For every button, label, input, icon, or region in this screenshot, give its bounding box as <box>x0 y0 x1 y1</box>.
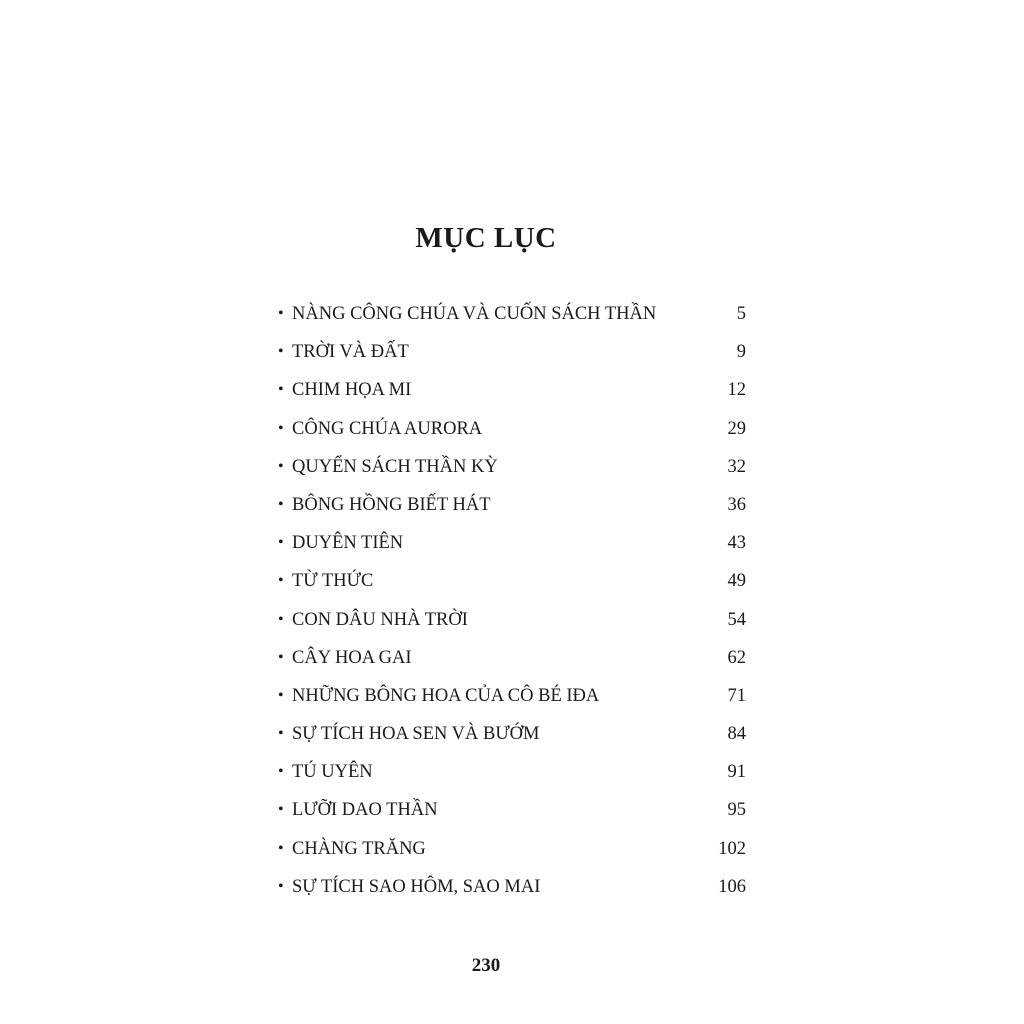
toc-entry-title: BÔNG HỒNG BIẾT HÁT <box>292 494 491 515</box>
page-number: 230 <box>471 955 501 976</box>
toc-entry <box>278 296 748 334</box>
toc-entry <box>278 487 748 525</box>
toc-entry <box>278 678 748 716</box>
bullet-icon: • <box>278 572 284 590</box>
toc-entry-title: TỪ THỨC <box>292 571 374 592</box>
toc-entry-page: 12 <box>727 380 746 401</box>
bullet-icon: • <box>278 534 284 552</box>
bullet-icon: • <box>278 686 284 704</box>
bullet-icon: • <box>278 839 284 857</box>
toc-entry-page: 102 <box>718 838 746 859</box>
toc-entry <box>278 563 748 601</box>
bullet-icon: • <box>278 801 284 819</box>
bullet-icon: • <box>278 495 284 513</box>
toc-entry <box>278 640 748 678</box>
toc-entry <box>278 449 748 487</box>
bullet-icon: • <box>278 343 284 361</box>
toc-entry <box>278 869 748 907</box>
bullet-icon: • <box>278 305 284 322</box>
toc-entry-page: 71 <box>727 685 746 706</box>
page-title: MỤC LỤC <box>415 222 557 254</box>
toc-entry-page: 91 <box>727 762 746 783</box>
toc-entry-title: CHÀNG TRĂNG <box>292 838 426 859</box>
toc-entry-page: 29 <box>727 418 746 439</box>
toc-entry <box>278 831 748 869</box>
bullet-icon: • <box>278 457 284 475</box>
toc-entry-page: 43 <box>727 533 746 554</box>
toc-entry-title: QUYỂN SÁCH THẦN KỲ <box>292 456 498 477</box>
toc-entry-page: 9 <box>736 342 746 363</box>
toc-entry <box>278 716 748 754</box>
bullet-icon: • <box>278 763 284 781</box>
bullet-icon: • <box>278 610 284 628</box>
toc-entry-page: 32 <box>727 456 746 477</box>
toc-entry-title: CHIM HỌA MI <box>292 380 412 401</box>
toc-entry-page: 84 <box>727 724 746 745</box>
table-of-contents <box>278 296 748 907</box>
bullet-icon: • <box>278 725 284 743</box>
toc-entry-title: LƯỠI DAO THẦN <box>292 800 438 821</box>
bullet-icon: • <box>278 381 284 399</box>
toc-entry <box>278 411 748 449</box>
toc-entry-page: 62 <box>727 647 746 668</box>
toc-entry-title: CÔNG CHÚA AURORA <box>292 418 483 439</box>
toc-entry-title: CON DÂU NHÀ TRỜI <box>292 609 468 630</box>
toc-entry <box>278 602 748 640</box>
toc-entry-page: 95 <box>727 800 746 821</box>
toc-entry-title: TRỜI VÀ ĐẤT <box>292 342 409 363</box>
toc-entry-page: 106 <box>718 876 746 897</box>
bullet-icon: • <box>278 877 284 895</box>
toc-entry <box>278 754 748 792</box>
toc-entry-title: SỰ TÍCH HOA SEN VÀ BƯỚM <box>292 724 540 745</box>
toc-entry-title: DUYÊN TIÊN <box>292 533 404 554</box>
toc-entry <box>278 372 748 410</box>
toc-entry <box>278 525 748 563</box>
toc-entry-title: SỰ TÍCH SAO HÔM, SAO MAI <box>292 876 541 897</box>
toc-entry <box>278 792 748 830</box>
toc-entry-title: NHỮNG BÔNG HOA CỦA CÔ BÉ IĐA <box>292 685 600 706</box>
toc-entry-page: 54 <box>727 609 746 630</box>
toc-entry-page: 5 <box>736 304 746 324</box>
toc-entry-title: NÀNG CÔNG CHÚA VÀ CUỐN SÁCH THẦN <box>292 304 657 324</box>
toc-entry-page: 49 <box>727 571 746 592</box>
bullet-icon: • <box>278 419 284 437</box>
bullet-icon: • <box>278 648 284 666</box>
toc-entry-page: 36 <box>727 494 746 515</box>
toc-entry <box>278 334 748 372</box>
toc-entry-title: TÚ UYÊN <box>292 762 373 783</box>
toc-entry-title: CÂY HOA GAI <box>292 647 412 668</box>
